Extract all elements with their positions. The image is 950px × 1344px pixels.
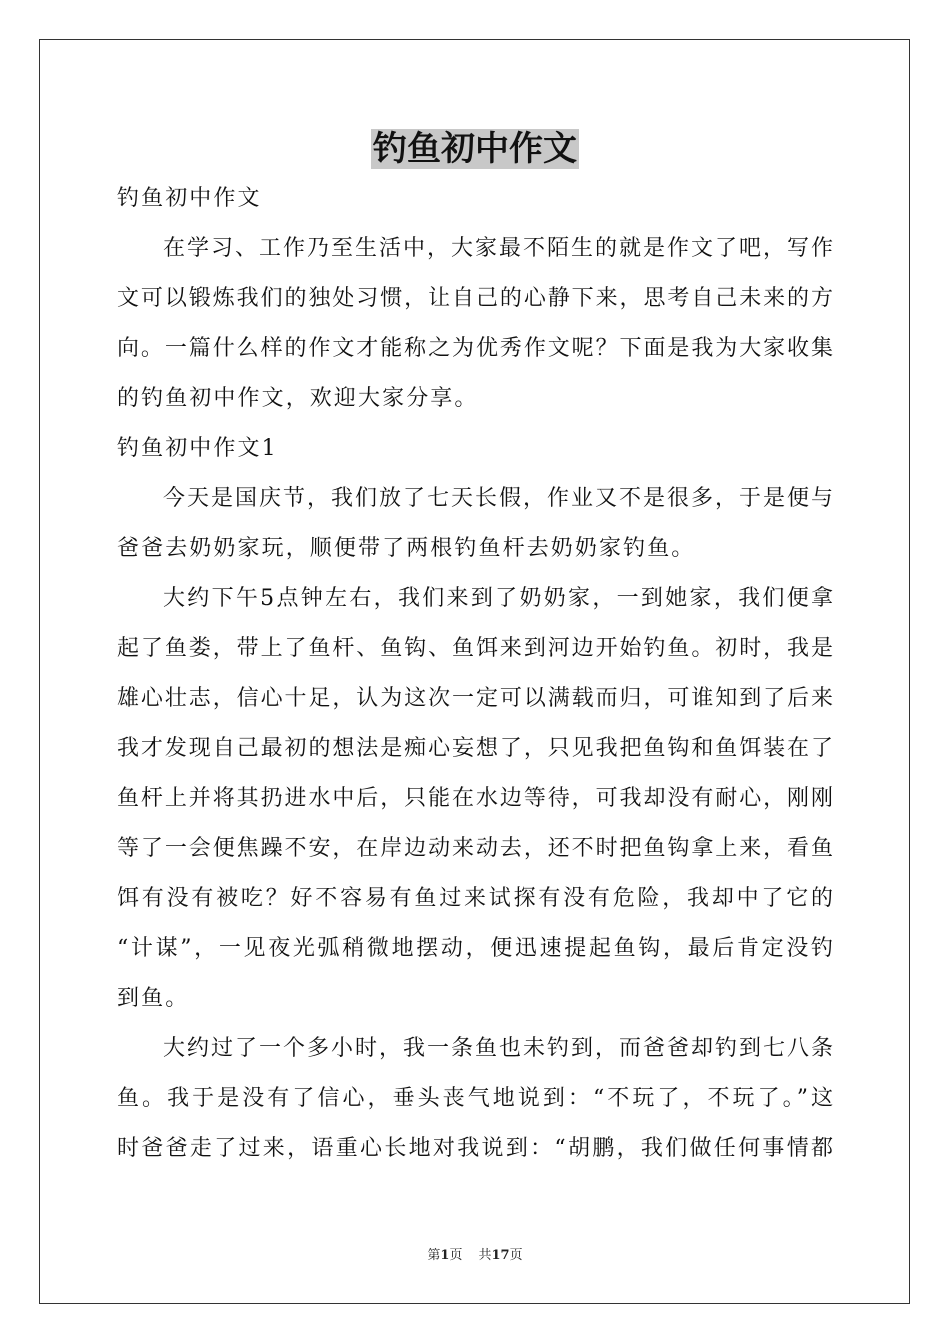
text-line: 钓鱼初中作文: [117, 186, 262, 211]
text-line: 饵有没有被吃？好不容易有鱼过来试探有没有危险，我却中了它的: [117, 886, 833, 911]
text-line: 大约过了一个多小时，我一条鱼也未钓到，而爸爸却钓到七八条: [163, 1036, 833, 1061]
text-line: 在学习、工作乃至生活中，大家最不陌生的就是作文了吧，写作: [163, 236, 833, 261]
document-body: [117, 174, 833, 1174]
text-line: 大约下午5点钟左右，我们来到了奶奶家，一到她家，我们便拿: [163, 586, 833, 611]
text-line: 钓鱼初中作文1: [117, 436, 278, 461]
page-number: 1: [440, 1248, 450, 1263]
text-line: 文可以锻炼我们的独处习惯，让自己的心静下来，思考自己未来的方: [117, 286, 833, 311]
text-line: 爸爸去奶奶家玩，顺便带了两根钓鱼杆去奶奶家钓鱼。: [117, 536, 696, 561]
text-line: 向。一篇什么样的作文才能称之为优秀作文呢？下面是我为大家收集: [117, 336, 833, 361]
total-pages: 17: [491, 1248, 510, 1263]
text-line: 我才发现自己最初的想法是痴心妄想了，只见我把鱼钩和鱼饵装在了: [117, 736, 833, 761]
text-line: 到鱼。: [117, 986, 190, 1011]
title-text: 钓鱼初中作文: [373, 129, 577, 169]
text-line: 鱼。我于是没有了信心，垂头丧气地说到：“不玩了，不玩了。”这: [117, 1086, 833, 1111]
page-prefix: 第: [427, 1248, 441, 1263]
text-line: “计谋”，一见夜光弧稍微地摆动，便迅速提起鱼钩，最后肯定没钓: [117, 936, 833, 961]
total-suffix: 页: [509, 1248, 523, 1263]
page-suffix: 页: [449, 1248, 463, 1263]
document-title: [0, 126, 950, 172]
page-footer: [0, 1247, 950, 1265]
total-prefix: 共: [478, 1248, 492, 1263]
text-line: 鱼杆上并将其扔进水中后，只能在水边等待，可我却没有耐心，刚刚: [117, 786, 833, 811]
text-line: 的钓鱼初中作文，欢迎大家分享。: [117, 386, 479, 411]
text-line: 等了一会便焦躁不安，在岸边动来动去，还不时把鱼钩拿上来，看鱼: [117, 836, 833, 861]
text-line: 起了鱼娄，带上了鱼杆、鱼钩、鱼饵来到河边开始钓鱼。初时，我是: [117, 636, 833, 661]
text-line: 今天是国庆节，我们放了七天长假，作业又不是很多，于是便与: [163, 486, 833, 511]
text-line: 时爸爸走了过来，语重心长地对我说到：“胡鹏，我们做任何事情都: [117, 1136, 833, 1161]
text-line: 雄心壮志，信心十足，认为这次一定可以满载而归，可谁知到了后来: [117, 686, 833, 711]
